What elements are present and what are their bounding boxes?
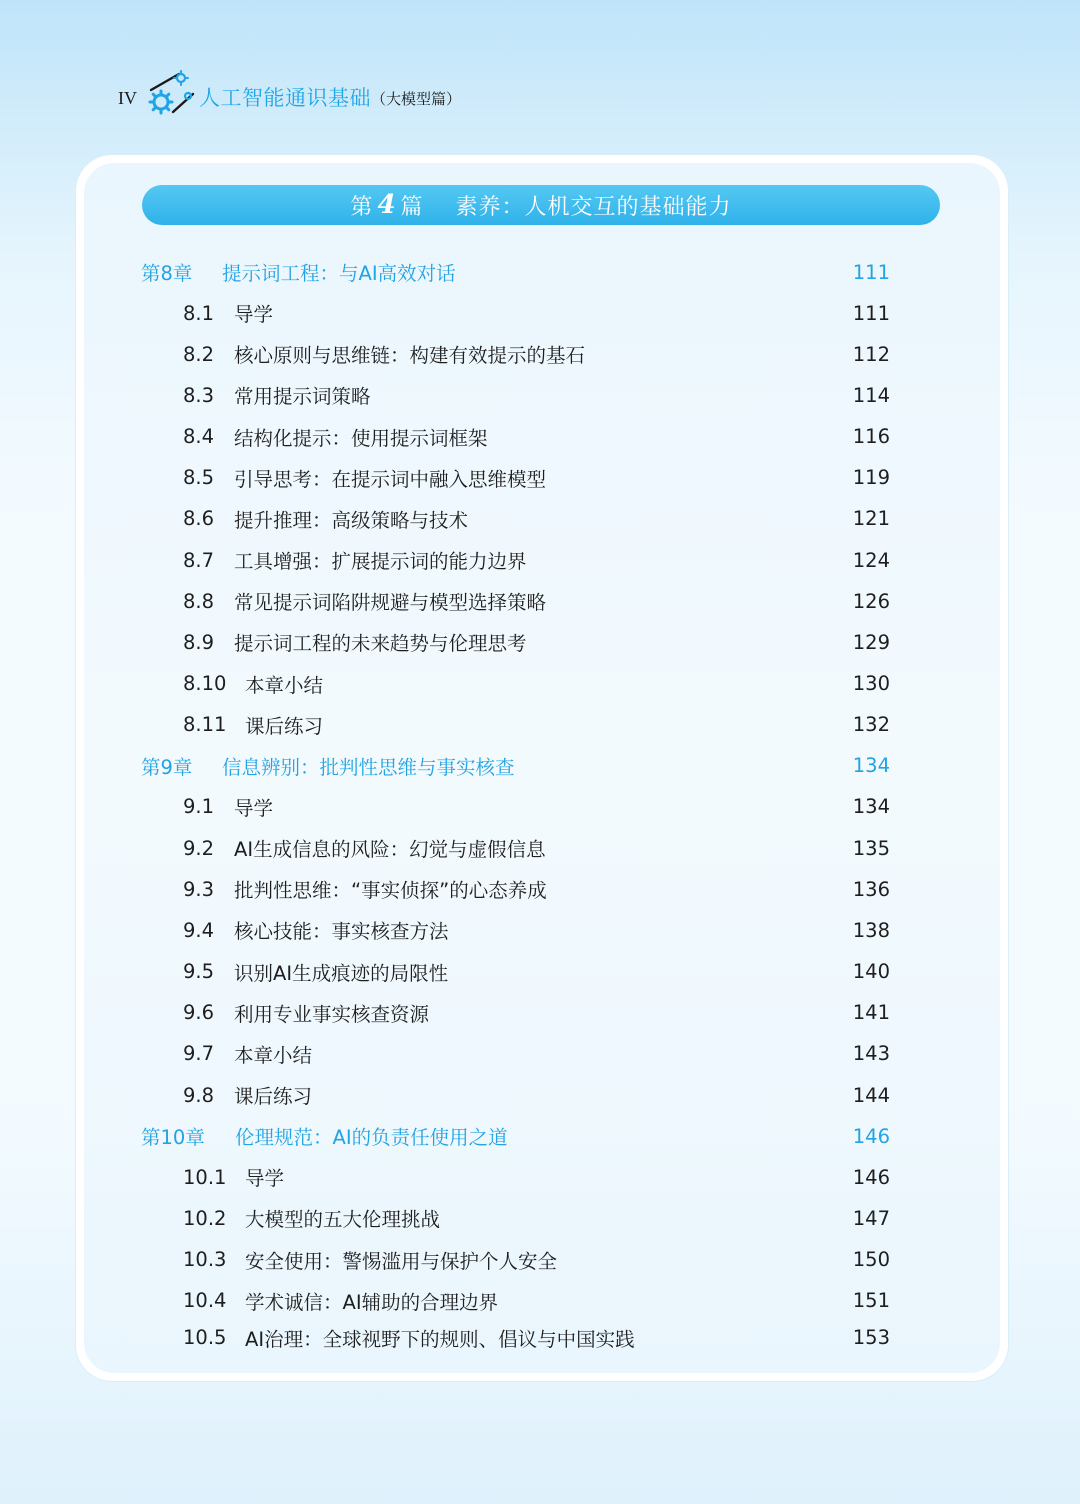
gears-icon [139, 68, 197, 118]
toc-section-entry[interactable] [84, 463, 1000, 493]
section-title: 结构化提示：使用提示词框架 [234, 426, 488, 450]
section-title: 工具增强：扩展提示词的能力边界 [234, 550, 527, 574]
page-number: IV [118, 87, 137, 108]
page-ref: 111 [852, 260, 890, 284]
page-ref: 116 [852, 425, 890, 449]
section-title: 提升推理：高级策略与技术 [234, 508, 469, 532]
toc-section-entry[interactable] [84, 1080, 1000, 1110]
section-title: 课后练习 [234, 1085, 313, 1108]
section-title: 本章小结 [245, 673, 324, 697]
toc-card-inner [84, 163, 1000, 1373]
page-ref: 132 [852, 713, 890, 737]
toc-section-entry[interactable] [84, 710, 1000, 740]
section-number: 8.8 [183, 589, 215, 613]
section-title: 课后练习 [245, 714, 324, 738]
toc-list [84, 163, 1000, 1373]
section-title: 本章小结 [234, 1043, 313, 1067]
toc-section-entry[interactable] [84, 998, 1000, 1028]
page-ref: 146 [852, 1124, 890, 1148]
page-ref: 114 [852, 383, 890, 407]
section-number: 9.5 [183, 960, 215, 984]
toc-section-entry[interactable] [84, 422, 1000, 452]
page-ref: 130 [852, 672, 890, 695]
section-title: 识别AI生成痕迹的局限性 [234, 961, 449, 985]
toc-section-entry[interactable] [84, 1203, 1000, 1233]
part-title: 素养：人机交互的基础能力 [455, 194, 732, 220]
page-ref: 140 [852, 960, 890, 984]
toc-section-entry[interactable] [84, 504, 1000, 534]
section-title: 大模型的五大伦理挑战 [245, 1208, 441, 1232]
chapter-number: 第10章 [141, 1126, 205, 1150]
page-ref: 143 [852, 1042, 890, 1066]
page-ref: 112 [852, 342, 890, 366]
section-number: 9.7 [183, 1042, 215, 1066]
section-number: 9.8 [183, 1083, 215, 1107]
section-number: 10.2 [183, 1206, 227, 1230]
toc-section-entry[interactable] [84, 298, 1000, 328]
chapter-number: 第8章 [141, 262, 193, 285]
chapter-title: 伦理规范：AI的负责任使用之道 [235, 1126, 508, 1150]
page-ref: 121 [852, 507, 890, 531]
toc-section-entry[interactable] [84, 1039, 1000, 1069]
section-number: 8.7 [183, 548, 215, 572]
page-ref: 134 [852, 795, 890, 819]
section-number: 10.3 [183, 1248, 227, 1272]
toc-section-entry[interactable] [84, 915, 1000, 945]
section-number: 9.2 [183, 836, 215, 860]
section-title: 核心技能：事实核查方法 [234, 920, 449, 944]
toc-section-entry[interactable] [84, 874, 1000, 904]
page-ref: 150 [852, 1248, 890, 1272]
section-title: 导学 [234, 303, 274, 327]
page-ref: 124 [852, 548, 890, 572]
page-ref: 134 [852, 754, 890, 778]
part-suffix: 篇 [400, 194, 424, 220]
toc-section-entry[interactable] [84, 957, 1000, 987]
running-header [118, 68, 461, 118]
toc-card [76, 155, 1008, 1381]
section-number: 8.1 [183, 301, 215, 325]
section-title: 提示词工程的未来趋势与伦理思考 [234, 632, 527, 656]
page-ref: 147 [852, 1206, 890, 1230]
toc-section-entry[interactable] [84, 339, 1000, 369]
part-prefix: 第 [350, 194, 374, 220]
section-title: 导学 [245, 1167, 285, 1191]
page-ref: 146 [852, 1165, 890, 1189]
toc-section-entry[interactable] [84, 586, 1000, 616]
page-ref: 126 [852, 589, 890, 613]
section-number: 10.1 [183, 1165, 227, 1189]
toc-section-entry[interactable] [84, 1162, 1000, 1192]
page-ref: 153 [852, 1326, 890, 1350]
toc-section-entry[interactable] [84, 1323, 1000, 1353]
page-ref: 135 [852, 836, 890, 860]
toc-section-entry[interactable] [84, 380, 1000, 410]
chapter-title: 提示词工程：与AI高效对话 [222, 262, 456, 285]
toc-section-entry[interactable] [84, 545, 1000, 575]
section-title: 核心原则与思维链：构建有效提示的基石 [234, 344, 586, 368]
page-ref: 111 [852, 301, 890, 325]
section-number: 10.4 [183, 1289, 227, 1313]
section-number: 8.2 [183, 342, 215, 366]
book-title: 人工智能通识基础 [199, 86, 371, 110]
chapter-number: 第9章 [141, 755, 193, 779]
toc-chapter-entry[interactable] [84, 751, 1000, 781]
section-title: 利用专业事实核查资源 [234, 1002, 430, 1026]
section-title: AI生成信息的风险：幻觉与虚假信息 [234, 838, 546, 862]
toc-section-entry[interactable] [84, 627, 1000, 657]
toc-section-entry[interactable] [84, 833, 1000, 863]
toc-chapter-entry[interactable] [84, 1121, 1000, 1151]
section-title: 批判性思维：“事实侦探”的心态养成 [234, 879, 547, 903]
section-number: 8.3 [183, 383, 215, 407]
section-number: 10.5 [183, 1326, 227, 1350]
page-ref: 138 [852, 918, 890, 942]
section-number: 8.11 [183, 713, 227, 737]
section-title: AI治理：全球视野下的规则、倡议与中国实践 [245, 1327, 635, 1351]
page-ref: 129 [852, 630, 890, 654]
section-number: 8.5 [183, 466, 215, 490]
book-subtitle: （大模型篇） [371, 89, 462, 108]
section-title: 引导思考：在提示词中融入思维模型 [234, 467, 547, 491]
page-ref: 119 [852, 466, 890, 490]
toc-section-entry[interactable] [84, 1286, 1000, 1316]
section-title: 常见提示词陷阱规避与模型选择策略 [234, 591, 547, 615]
toc-chapter-entry[interactable] [84, 257, 1000, 287]
section-number: 9.6 [183, 1001, 215, 1025]
section-title: 常用提示词策略 [234, 385, 371, 409]
page-ref: 136 [852, 877, 890, 901]
section-number: 9.4 [183, 918, 215, 942]
section-title: 导学 [234, 796, 274, 820]
section-number: 8.10 [183, 672, 227, 695]
section-number: 8.4 [183, 425, 215, 449]
page-ref: 144 [852, 1083, 890, 1107]
section-title: 学术诚信：AI辅助的合理边界 [245, 1290, 499, 1314]
toc-section-entry[interactable] [84, 1245, 1000, 1275]
toc-section-entry[interactable] [84, 669, 1000, 699]
page-ref: 151 [852, 1289, 890, 1313]
section-title: 安全使用：警惕滥用与保护个人安全 [245, 1249, 558, 1273]
section-number: 8.9 [183, 630, 215, 654]
part-number: 4 [377, 190, 397, 220]
section-number: 9.1 [183, 795, 215, 819]
section-number: 8.6 [183, 507, 215, 531]
chapter-title: 信息辨别：批判性思维与事实核查 [222, 755, 515, 779]
toc-section-entry[interactable] [84, 792, 1000, 822]
section-number: 9.3 [183, 877, 215, 901]
page-ref: 141 [852, 1001, 890, 1025]
